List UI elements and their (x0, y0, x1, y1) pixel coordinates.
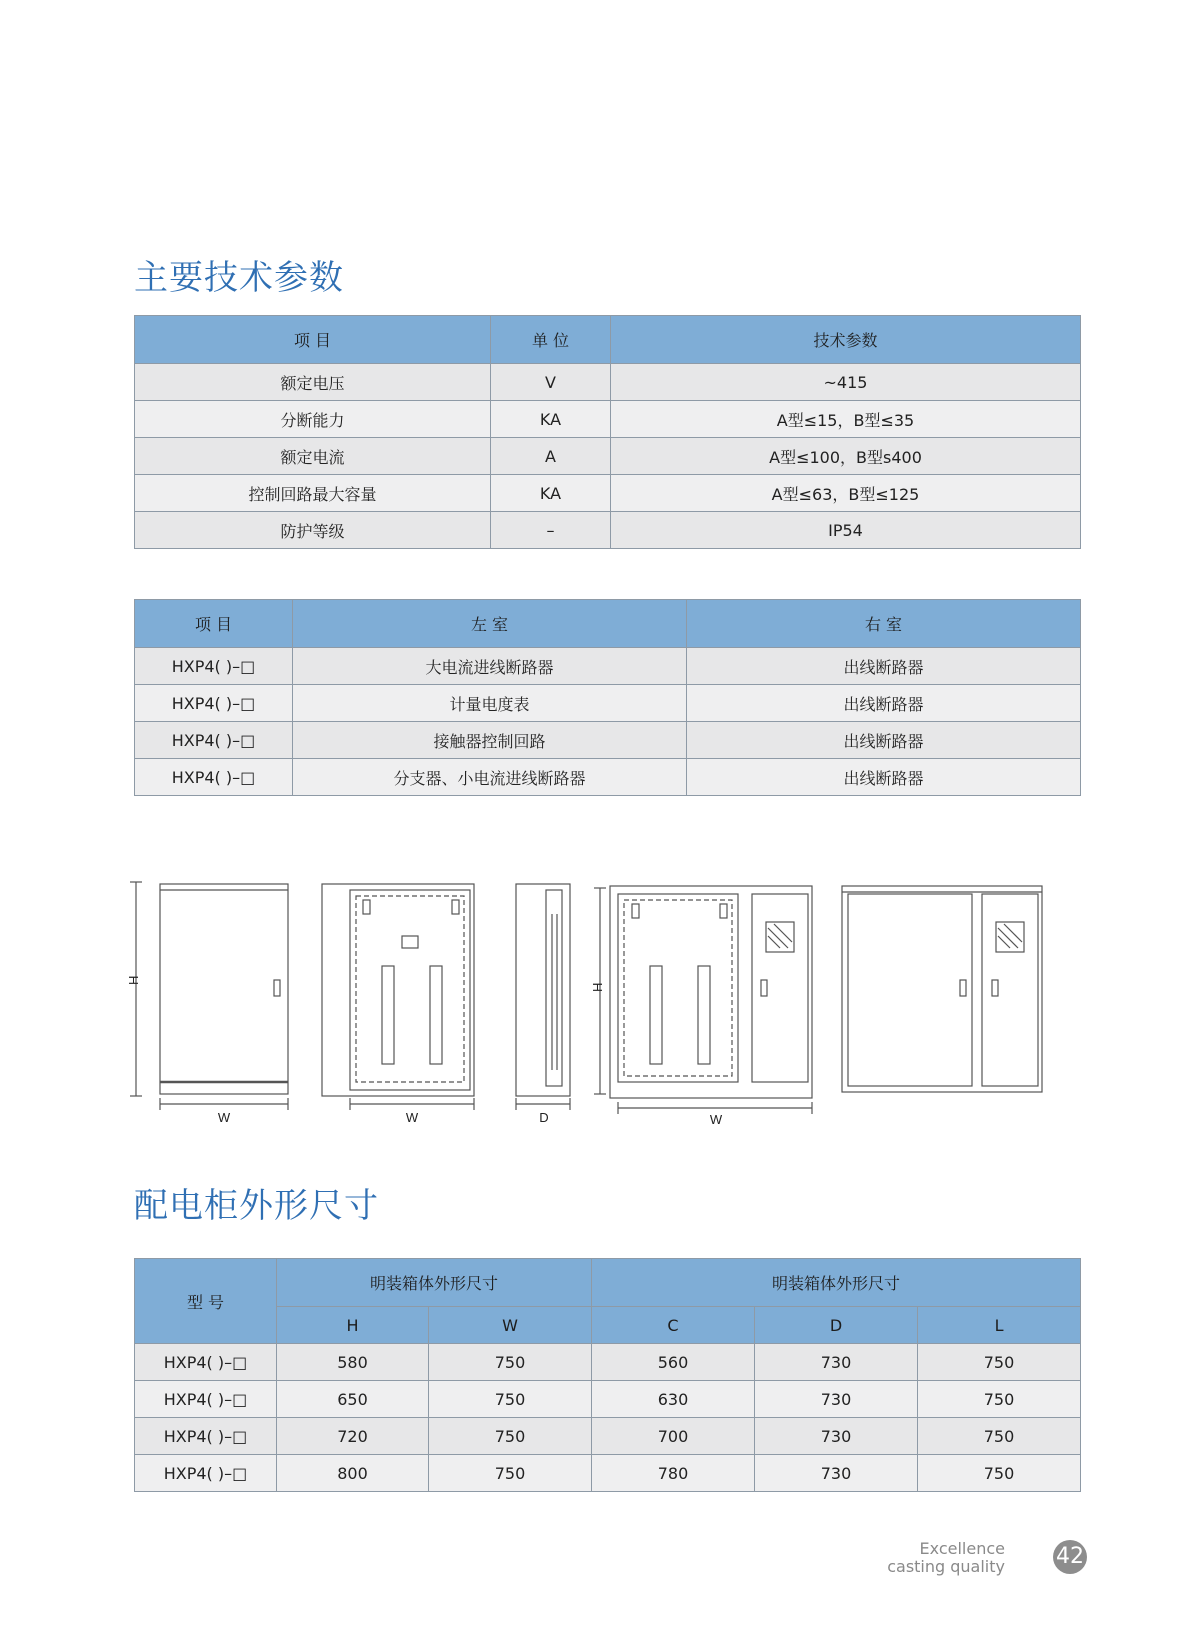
table-cell: HXP4( )–□ (135, 1344, 277, 1381)
table-cell: HXP4( )–□ (135, 648, 293, 685)
table-cell: 750 (918, 1344, 1081, 1381)
table-cell: 730 (755, 1344, 918, 1381)
header-spec: 技术参数 (611, 316, 1081, 364)
cabinet-side-view (516, 884, 570, 1110)
table-cell: 750 (918, 1455, 1081, 1492)
table-cell: 730 (755, 1455, 918, 1492)
table-cell: 750 (429, 1418, 592, 1455)
table-cell: 额定电流 (135, 438, 491, 475)
depth-label: D (539, 1110, 549, 1125)
table-cell: 630 (592, 1381, 755, 1418)
table-cell: 出线断路器 (687, 685, 1081, 722)
table-cell: 730 (755, 1418, 918, 1455)
tech-params-table (134, 315, 1081, 549)
table-cell: 720 (277, 1418, 429, 1455)
page-number-badge: 42 (1053, 1540, 1087, 1574)
table-cell: HXP4( )–□ (135, 722, 293, 759)
table-cell: 控制回路最大容量 (135, 475, 491, 512)
header-group-2: 明装箱体外形尺寸 (592, 1259, 1081, 1307)
header-unit: 单 位 (491, 316, 611, 364)
subheader-c: C (592, 1307, 755, 1344)
table-cell: 650 (277, 1381, 429, 1418)
dimensions-table (134, 1258, 1081, 1492)
table-row (135, 1455, 1081, 1492)
table-row (135, 512, 1081, 549)
table-cell: HXP4( )–□ (135, 1455, 277, 1492)
table-cell: 750 (918, 1381, 1081, 1418)
table-row (135, 1418, 1081, 1455)
header-item: 项 目 (135, 316, 491, 364)
table-cell: HXP4( )–□ (135, 685, 293, 722)
table-cell: 750 (429, 1455, 592, 1492)
double-cabinet-front-view (842, 886, 1042, 1092)
table-cell: HXP4( )–□ (135, 1418, 277, 1455)
table-cell: A型≤63，B型≤125 (611, 475, 1081, 512)
table-cell: V (491, 364, 611, 401)
width-label: W (709, 1112, 723, 1127)
table-cell: 780 (592, 1455, 755, 1492)
table-cell: 出线断路器 (687, 648, 1081, 685)
compartment-table (134, 599, 1081, 796)
table-cell: 接触器控制回路 (293, 722, 687, 759)
table-row (135, 475, 1081, 512)
table-cell: 分支器、小电流进线断路器 (293, 759, 687, 796)
table-cell: 750 (429, 1381, 592, 1418)
table-cell: ~415 (611, 364, 1081, 401)
table-row (135, 648, 1081, 685)
table-row (135, 722, 1081, 759)
width-label: W (217, 1110, 231, 1125)
height-label: H (126, 975, 141, 985)
header-right-room: 右 室 (687, 600, 1081, 648)
table-cell: 700 (592, 1418, 755, 1455)
header-item: 项 目 (135, 600, 293, 648)
table-cell: 出线断路器 (687, 759, 1081, 796)
table-cell: A型≤100，B型s400 (611, 438, 1081, 475)
height-label: H (590, 982, 605, 992)
subheader-l: L (918, 1307, 1081, 1344)
double-cabinet-inside-view (594, 886, 812, 1114)
table-cell: 580 (277, 1344, 429, 1381)
table-header-row (135, 600, 1081, 648)
table-row (135, 685, 1081, 722)
table-cell: HXP4( )–□ (135, 759, 293, 796)
table-header-row (135, 316, 1081, 364)
table-cell: 大电流进线断路器 (293, 648, 687, 685)
cabinet-outline-diagram (120, 870, 1080, 1130)
table-cell: KA (491, 401, 611, 438)
width-label: W (405, 1110, 419, 1125)
subheader-w: W (429, 1307, 592, 1344)
table-row (135, 1381, 1081, 1418)
table-row (135, 1344, 1081, 1381)
table-cell: HXP4( )–□ (135, 1381, 277, 1418)
table-cell: 额定电压 (135, 364, 491, 401)
table-cell: 分断能力 (135, 401, 491, 438)
table-cell: 出线断路器 (687, 722, 1081, 759)
table-row (135, 438, 1081, 475)
table-cell: 560 (592, 1344, 755, 1381)
table-cell: 750 (429, 1344, 592, 1381)
subheader-h: H (277, 1307, 429, 1344)
table-cell: 计量电度表 (293, 685, 687, 722)
table-cell: 防护等级 (135, 512, 491, 549)
table-cell: A型≤15，B型≤35 (611, 401, 1081, 438)
section-title-dimensions: 配电柜外形尺寸 (134, 1186, 379, 1226)
table-row (135, 364, 1081, 401)
cabinet-inside-view (322, 884, 474, 1110)
header-model: 型 号 (135, 1259, 277, 1344)
footer-tagline (887, 1540, 1005, 1576)
table-cell: – (491, 512, 611, 549)
table-cell: A (491, 438, 611, 475)
table-cell: IP54 (611, 512, 1081, 549)
section-title-tech-params: 主要技术参数 (134, 258, 344, 298)
header-group-1: 明装箱体外形尺寸 (277, 1259, 592, 1307)
subheader-d: D (755, 1307, 918, 1344)
table-subheader-row (135, 1307, 1081, 1344)
table-row (135, 401, 1081, 438)
cabinet-front-view (130, 882, 288, 1110)
table-cell: KA (491, 475, 611, 512)
table-cell: 800 (277, 1455, 429, 1492)
footer-tagline-line1: Excellence (919, 1539, 1005, 1558)
table-header-row (135, 1259, 1081, 1307)
footer-tagline-line2: casting quality (887, 1557, 1005, 1576)
table-cell: 750 (918, 1418, 1081, 1455)
table-row (135, 759, 1081, 796)
table-cell: 730 (755, 1381, 918, 1418)
header-left-room: 左 室 (293, 600, 687, 648)
